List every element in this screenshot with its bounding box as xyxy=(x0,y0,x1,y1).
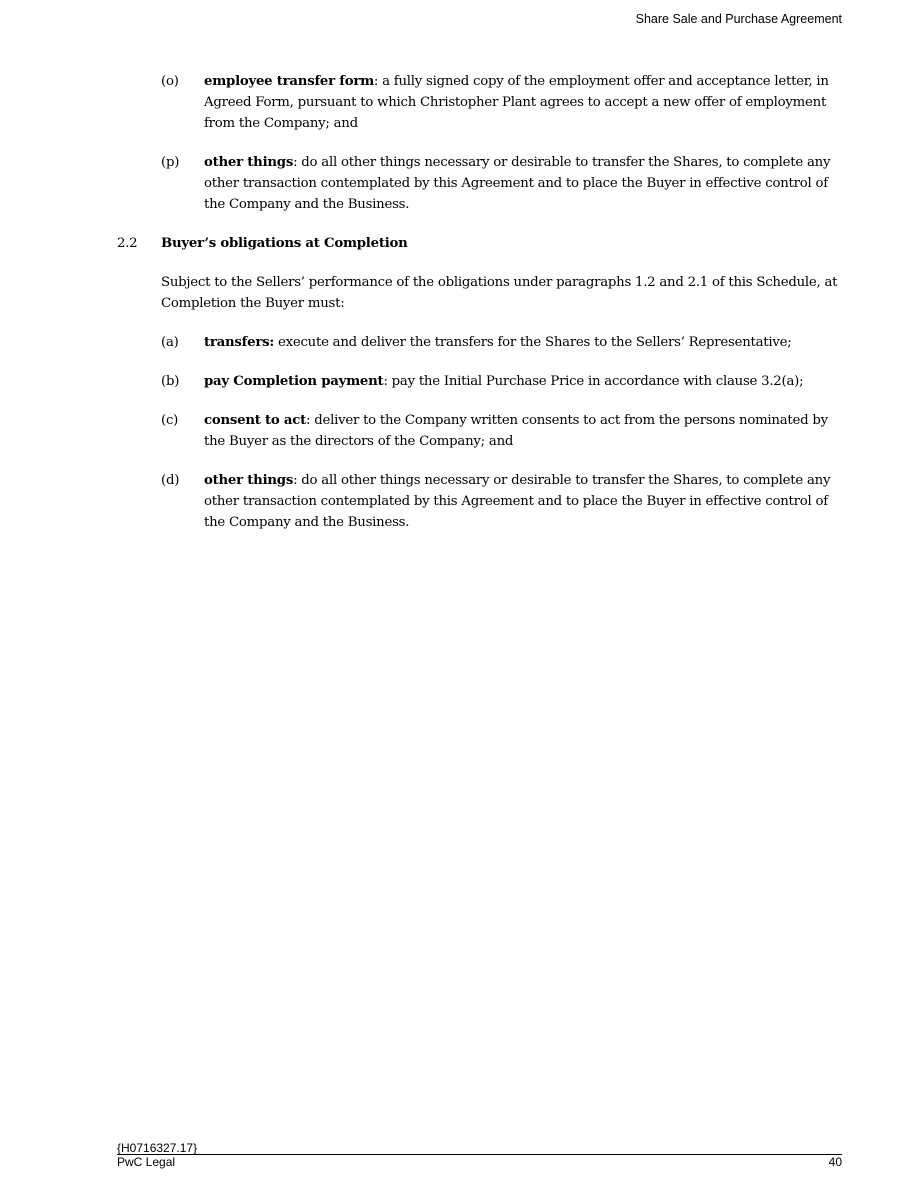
list-item-o xyxy=(204,71,844,134)
clause-text: execute and deliver the transfers for the Shares to the Sellers’ Representative; xyxy=(274,335,792,350)
clause-text: : pay the Initial Purchase Price in accordance with clause 3.2(a); xyxy=(383,374,804,389)
clause-text: : a fully signed copy of the employment offer and acceptance letter, in Agreed Form, pursuant to which Christopher Plant agrees to accept a new offer of employment from the Company; and xyxy=(204,74,829,131)
defined-term: pay Completion payment xyxy=(204,374,384,389)
list-item-label: (o) xyxy=(161,74,179,89)
clause-text: : deliver to the Company written consents to act from the persons nominated by the Buyer as the directors of the Company; and xyxy=(204,413,828,449)
defined-term: other things xyxy=(204,155,294,170)
clause-text: : do all other things necessary or desirable to transfer the Shares, to complete any other transaction contemplated by this Agreement and to place the Buyer in effective control of the Company and the Business. xyxy=(204,155,831,212)
clause-text: : do all other things necessary or desirable to transfer the Shares, to complete any other transaction contemplated by this Agreement and to place the Buyer in effective control of the Company and the Business. xyxy=(204,473,831,530)
footer-document-reference: {H0716327.17} xyxy=(117,1141,198,1155)
list-item-label: (b) xyxy=(161,374,180,389)
list-item-label: (a) xyxy=(161,335,179,350)
defined-term: transfers: xyxy=(204,335,274,350)
section-number: 2.2 xyxy=(117,236,138,251)
defined-term: consent to act xyxy=(204,413,307,428)
list-item-c xyxy=(204,410,844,452)
list-item-d xyxy=(204,470,844,533)
list-item-label: (p) xyxy=(161,155,180,170)
list-item-label: (c) xyxy=(161,413,179,428)
section-intro: Subject to the Sellers’ performance of the obligations under paragraphs 1.2 and 2.1 of this Schedule, at Completion the Buyer must: xyxy=(161,275,838,311)
section-heading: Buyer’s obligations at Completion xyxy=(161,236,408,251)
footer-firm-name: PwC Legal xyxy=(117,1155,176,1169)
list-item-b xyxy=(204,371,844,392)
defined-term: employee transfer form xyxy=(204,74,374,89)
list-item-label: (d) xyxy=(161,473,180,488)
running-header-title: Share Sale and Purchase Agreement xyxy=(635,12,842,26)
page-number: 40 xyxy=(828,1155,842,1169)
list-item-p xyxy=(204,152,844,215)
defined-term: other things xyxy=(204,473,294,488)
list-item-a xyxy=(204,332,844,353)
footer-divider xyxy=(117,1154,842,1155)
